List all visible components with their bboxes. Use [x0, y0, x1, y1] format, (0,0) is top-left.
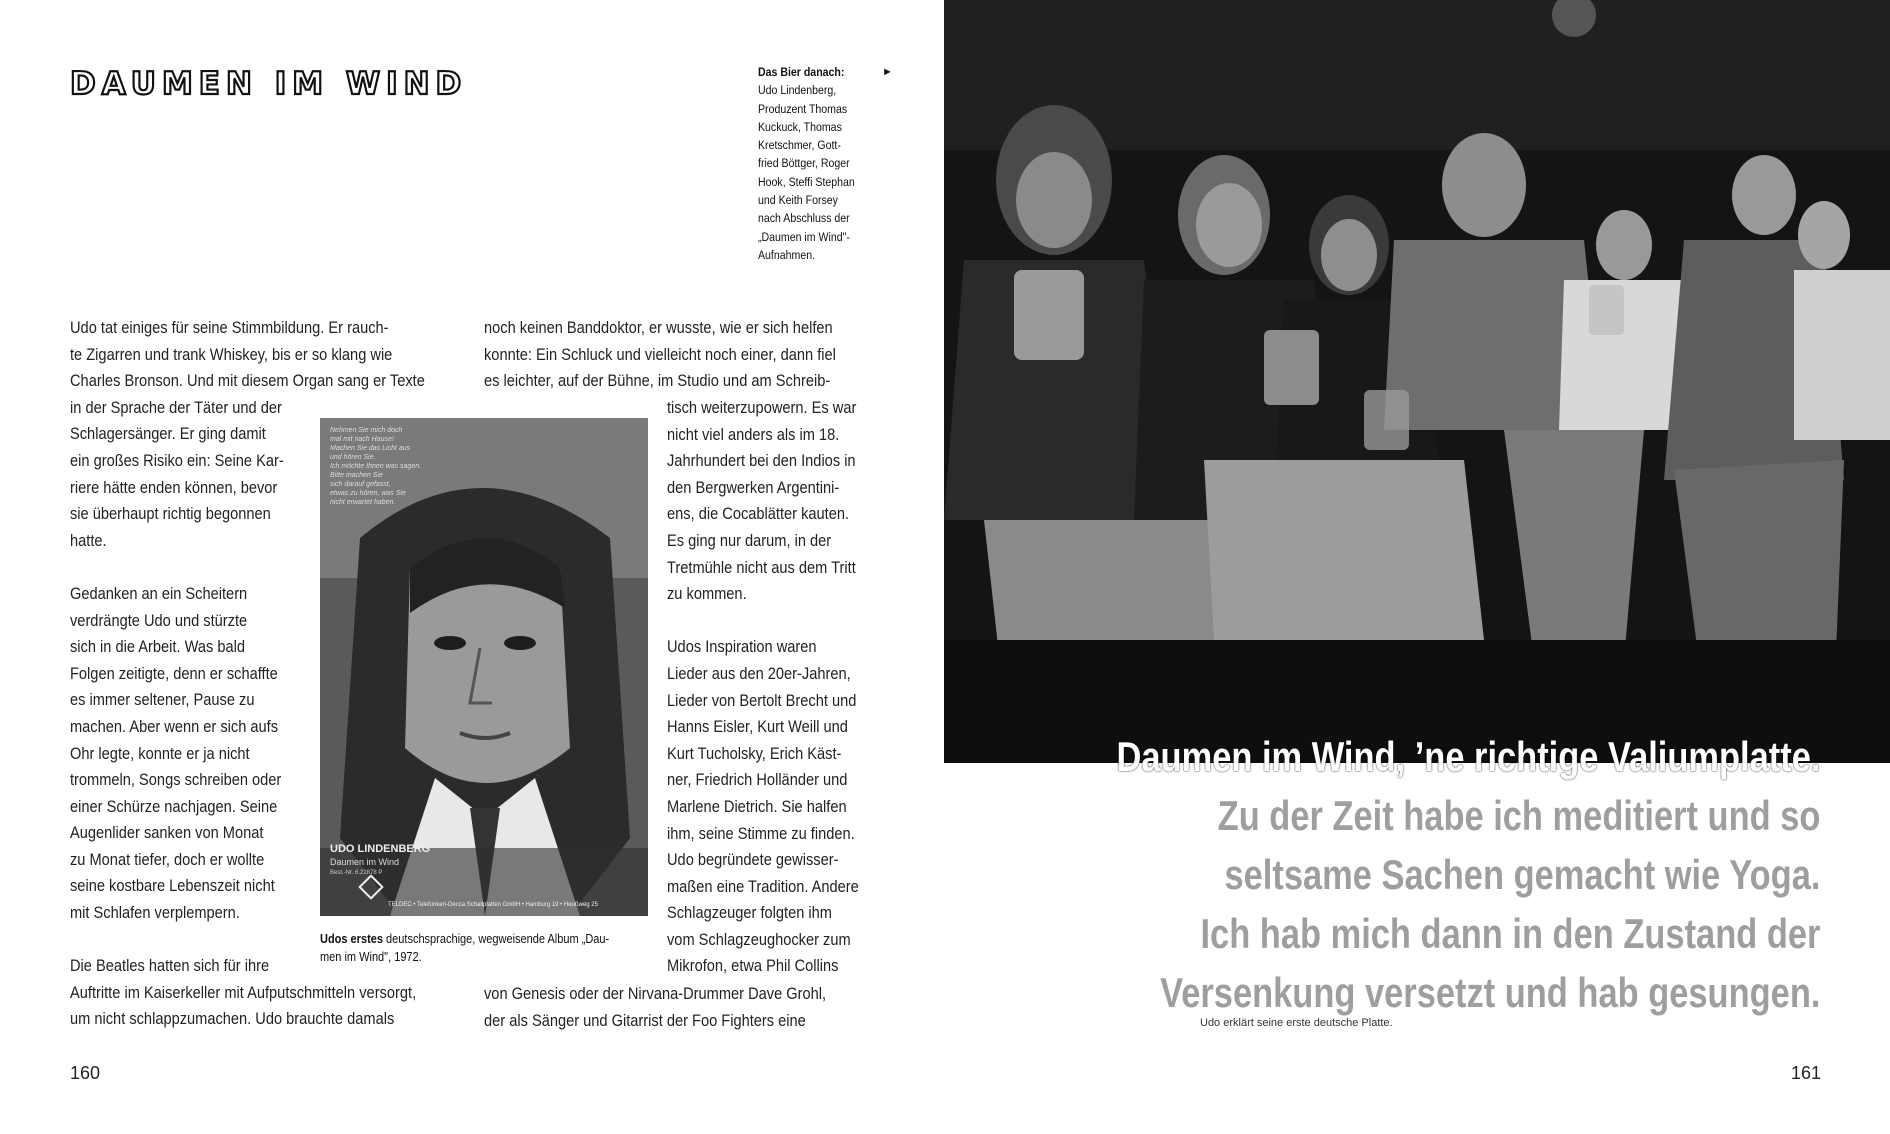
text-line: Aufnahmen. [758, 247, 816, 262]
text-line: tisch weiterzupowern. Es war [667, 398, 857, 417]
text-line: „Daumen im Wind"- [758, 229, 850, 244]
text-line: Udo begründete gewisser- [667, 850, 839, 870]
text-line: Schlagzeuger folgten ihm [667, 903, 832, 923]
album-name: Daumen im Wind [330, 857, 400, 867]
text-line: noch keinen Banddoktor, er wusste, wie er sich helfen [484, 318, 833, 337]
text-line: Gedanken an ein Scheitern [70, 583, 248, 603]
pull-quote-line: Ich hab mich dann in den Zustand der [1200, 910, 1820, 957]
text-line: Tretmühle nicht aus dem Tritt [667, 557, 856, 577]
pull-quote-line: Daumen im Wind, ’ne richtige Valiumplatte. [1116, 733, 1820, 780]
body-text-col2 [667, 395, 859, 1007]
text-line: ein großes Risiko ein: Seine Kar- [70, 450, 284, 470]
text-line: riere hätte enden können, bevor [70, 477, 278, 497]
album-catalog: Best.-Nr. 6.22878 P [330, 870, 383, 876]
page-number-right: 161 [1791, 1063, 1822, 1083]
text-line: Marlene Dietrich. Sie halfen [667, 796, 847, 816]
pull-quote-line: Zu der Zeit habe ich meditiert und so [1217, 792, 1820, 839]
text-line: Ich möchte Ihnen was sagen. [330, 463, 422, 470]
pull-quote [1116, 727, 1820, 1022]
text-line: es immer seltener, Pause zu [70, 690, 255, 710]
text-line: Udo Lindenberg, [758, 83, 837, 98]
text-line: ihm, seine Stimme zu finden. [667, 823, 855, 843]
text-line: Udos Inspiration waren [667, 637, 817, 657]
text-line: verdrängte Udo und stürzte [70, 610, 248, 630]
text-line: Lieder aus den 20er-Jahren, [667, 663, 851, 683]
text-line: den Bergwerken Argentini- [667, 477, 840, 497]
text-line: konnte: Ein Schluck und vielleicht noch einer, dann fiel [484, 344, 836, 364]
album-artist: UDO LINDENBERG [330, 843, 431, 855]
album-cover-text [330, 426, 421, 507]
text-line: und hören Sie. [330, 454, 376, 461]
text-line: Auftritte im Kaiserkeller mit Aufputschmitteln versorgt, [70, 982, 417, 1002]
text-line: mal mit nach Hause! [330, 436, 394, 443]
page-number-left: 160 [70, 1063, 101, 1083]
pull-quote-line: Versenkung versetzt und hab gesungen. [1159, 969, 1820, 1016]
paragraph [667, 634, 859, 980]
text-line: nicht viel anders als im 18. [667, 424, 840, 444]
text-line: etwas zu hören, was Sie [330, 490, 406, 497]
text-line: mit Schlafen verplempern. [70, 903, 240, 923]
text-line: Die Beatles hatten sich für ihre [70, 956, 270, 976]
album-cover-image [320, 418, 648, 916]
band-photo [944, 0, 1890, 763]
text-line: nicht erwartet haben. [330, 499, 396, 506]
pull-quote-line: seltsame Sachen gemacht wie Yoga. [1224, 851, 1820, 898]
body-text-col2-bottom [484, 981, 826, 1034]
text-line: nach Abschluss der [758, 211, 850, 226]
text-line: fried Böttger, Roger [758, 156, 850, 171]
text-line: in der Sprache der Täter und der [70, 397, 282, 417]
text-line: Es ging nur darum, in der [667, 530, 832, 550]
text-line: Mikrofon, etwa Phil Collins [667, 956, 839, 976]
album-label-line: TELDEC • Telefunken-Decca Schallplatten GmbH • Hamburg 19 • Heußweg 25 [388, 902, 598, 908]
text-line: maßen eine Tradition. Andere [667, 876, 859, 896]
text-line: Nehmen Sie mich doch [330, 427, 403, 434]
photo-caption [758, 63, 861, 264]
text-line: es leichter, auf der Bühne, im Studio und am Schreib- [484, 371, 831, 391]
text-line: und Keith Forsey [758, 193, 838, 208]
text-line: Kuckuck, Thomas [758, 119, 842, 134]
text-line: Jahrhundert bei den Indios in [667, 451, 856, 471]
text-line: machen. Aber wenn er sich aufs [70, 716, 279, 736]
text-line: einer Schürze nachjagen. Seine [70, 796, 278, 816]
text-line: sie überhaupt richtig begonnen [70, 504, 271, 524]
chapter-title: DAUMEN IM WIND [70, 66, 468, 102]
text-line: ens, die Cocablätter kauten. [667, 504, 850, 524]
text-line: trommeln, Songs schreiben oder [70, 770, 282, 790]
text-line: Kretschmer, Gott- [758, 138, 841, 153]
text-line: Udo tat einiges für seine Stimmbildung. Er rauch- [70, 318, 389, 337]
text-line: sich darauf gefasst, [330, 481, 391, 488]
text-line: der als Sänger und Gitarrist der Foo Fighters eine [484, 1010, 806, 1030]
text-line: Folgen zeitigte, denn er schaffte [70, 663, 278, 683]
text-line: vom Schlagzeughocker zum [667, 929, 851, 949]
text-line: Augenlider sanken von Monat [70, 823, 264, 843]
band-photo-illustration [944, 0, 1890, 763]
caption-arrow-icon: ► [882, 66, 893, 78]
text-line: te Zigarren und trank Whiskey, bis er so klang wie [70, 344, 393, 364]
text-line: Machen Sie das Licht aus [330, 445, 411, 452]
text-line: Produzent Thomas [758, 101, 848, 116]
text-line: sich in die Arbeit. Was bald [70, 637, 245, 657]
text-line: Hook, Steffi Stephan [758, 174, 855, 189]
text-line: Kurt Tucholsky, Erich Käst- [667, 743, 842, 763]
text-line: Ohr legte, konnte er ja nicht [70, 743, 250, 763]
paragraph [667, 395, 859, 608]
text-line: von Genesis oder der Nirvana-Drummer Dave Grohl, [484, 984, 827, 1003]
text-line: zu Monat tiefer, doch er wollte [70, 849, 265, 869]
text-line: seine kostbare Lebenszeit nicht [70, 876, 275, 896]
text-line: um nicht schlappzumachen. Udo brauchte damals [70, 1009, 395, 1029]
photo-caption-lead: Das Bier danach: [758, 65, 845, 79]
body-text-col2-top [484, 315, 836, 395]
text-line: zu kommen. [667, 584, 747, 604]
text-line: Hanns Eisler, Kurt Weill und [667, 717, 848, 737]
text-line: Charles Bronson. Und mit diesem Organ sang er Texte [70, 371, 425, 391]
text-line: Bitte machen Sie [330, 472, 383, 479]
quote-attribution: Udo erklärt seine erste deutsche Platte. [1200, 1017, 1393, 1029]
text-line: Schlagersänger. Er ging damit [70, 424, 266, 444]
text-line: ner, Friedrich Holländer und [667, 770, 848, 790]
text-line: Lieder von Bertolt Brecht und [667, 690, 857, 710]
album-caption: Udos erstes deutschsprachige, wegweisende Album „Dau- men im Wind", 1972. [320, 932, 610, 964]
text-line: hatte. [70, 530, 107, 550]
